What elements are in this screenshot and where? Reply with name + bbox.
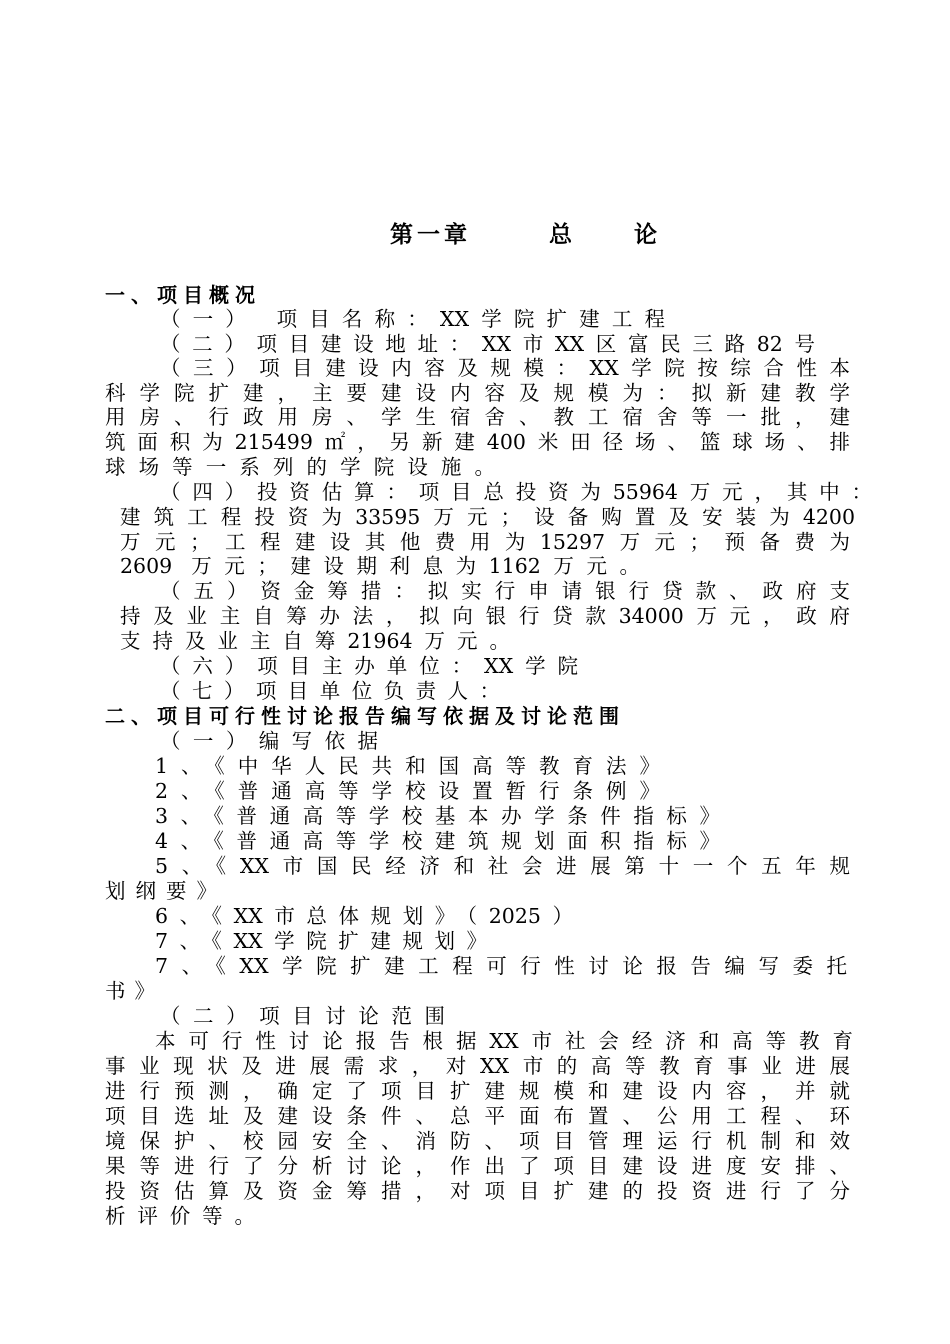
scope-line: 投资估算及资金筹措，对项目扩建的投资进行了分	[105, 1179, 850, 1203]
funding-line: 持及业主自筹办法，拟向银行贷款34000万元，政府	[120, 604, 850, 628]
chapter-word-2: 论	[634, 222, 661, 248]
scope-line: 境保护、校园安全、消防、项目管理运行机制和效	[105, 1129, 850, 1153]
investment-line: 2609 万元；建设期利息为1162万元。	[120, 554, 640, 578]
basis-item: 1、《中华人民共和国高等教育法》	[155, 754, 660, 778]
investment-line: 万元；工程建设其他费用为15297万元；预备费为	[120, 530, 850, 554]
basis-item: 7、《XX学院扩建工程可行性讨论报告编写委托	[155, 954, 847, 978]
project-content-line: 科学院扩建，主要建设内容及规模为：拟新建教学	[105, 381, 850, 405]
investment-line: （四）投资估算：项目总投资为55964万元，其中：	[160, 480, 872, 504]
project-content-line: 筑面积为215499㎡，另新建400米田径场、篮球场、排	[105, 430, 850, 454]
basis-item: 2、《普通高等学校设置暂行条例》	[155, 779, 660, 803]
chapter-word-1: 总	[549, 222, 576, 248]
investment-line: 建筑工程投资为33595万元；设备购置及安装为4200	[120, 505, 855, 529]
basis-item: 6、《XX市总体规划》（2025）	[155, 904, 573, 928]
sponsor: （六）项目主办单位：XX学院	[160, 654, 578, 678]
basis-item: 4、《普通高等学校建筑规划面积指标》	[155, 829, 720, 853]
project-content-line: 用房、行政用房、学生宿舍、教工宿舍等一批，建	[105, 405, 850, 429]
basis-item: 书》	[105, 979, 155, 1003]
basis-item: 7、《XX学院扩建规划》	[155, 929, 487, 953]
scope-line: 果等进行了分析讨论，作出了项目建设进度安排、	[105, 1154, 850, 1178]
chapter-title	[390, 216, 661, 249]
scope-line: 项目选址及建设条件、总平面布置、公用工程、环	[105, 1104, 850, 1128]
project-content-line: 球场等一系列的学院设施。	[105, 455, 495, 479]
project-content-line: （三）项目建设内容及规模：XX学院按综合性本	[160, 356, 850, 380]
basis-item: 划纲要》	[105, 879, 217, 903]
scope-line: 进行预测，确定了项目扩建规模和建设内容，并就	[105, 1079, 850, 1103]
scope-line: 本可行性讨论报告根据XX市社会经济和高等教育	[155, 1029, 853, 1053]
subsection-basis: （一）编写依据	[160, 729, 378, 753]
funding-line: 支持及业主自筹21964万元。	[120, 629, 510, 653]
section-1-heading: 一、项目概况	[105, 283, 261, 307]
chapter-prefix: 第一章	[390, 222, 471, 248]
project-leader: （七）项目单位负责人：	[160, 679, 500, 703]
scope-line: 析评价等。	[105, 1204, 255, 1228]
basis-item: 5、《XX市国民经济和社会进展第十一个五年规	[155, 854, 850, 878]
scope-line: 事业现状及进展需求，对XX市的高等教育事业进展	[105, 1054, 850, 1078]
section-2-heading: 二、项目可行性讨论报告编写依据及讨论范围	[105, 704, 625, 728]
funding-line: （五）资金筹措：拟实行申请银行贷款、政府支	[160, 579, 850, 603]
subsection-scope: （二）项目讨论范围	[160, 1004, 445, 1028]
project-address: （二）项目建设地址：XX市XX区富民三路82号	[160, 332, 815, 356]
basis-item: 3、《普通高等学校基本办学条件指标》	[155, 804, 720, 828]
project-name: （一） 项目名称：XX学院扩建工程	[160, 307, 665, 331]
